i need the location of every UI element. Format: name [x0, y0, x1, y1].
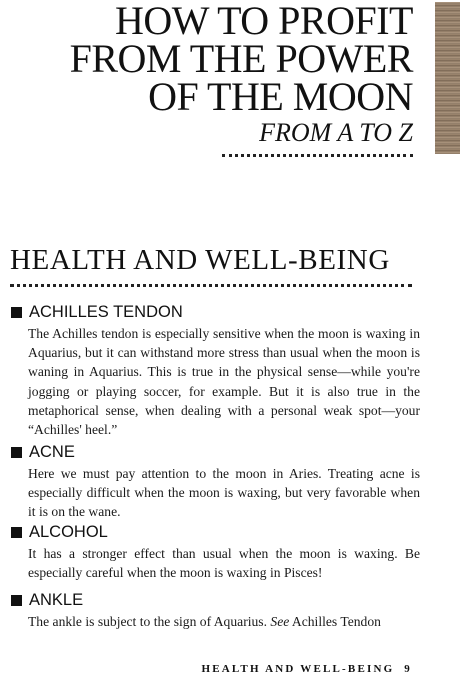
chapter-title-line-1: HOW TO PROFIT: [115, 0, 413, 43]
entry-term: ALCOHOL: [29, 522, 108, 541]
bullet-square-icon: [11, 447, 22, 458]
entry-term: ACHILLES TENDON: [29, 302, 183, 321]
bullet-square-icon: [11, 307, 22, 318]
cross-reference: Achilles Tendon: [289, 614, 381, 629]
entry-term: ANKLE: [29, 590, 84, 609]
chapter-title-line-3: OF THE MOON: [148, 74, 413, 119]
entry-ankle: [10, 588, 420, 631]
entry-alcohol: [10, 520, 420, 582]
entry-text: Here we must pay attention to the moon in Aries. Treating acne is especially difficult when the moon is waxing, but very favorable when it is on the wane.: [28, 466, 420, 520]
dotted-rule-title: [222, 154, 413, 157]
entry-achilles-tendon: [10, 300, 420, 439]
dotted-rule-section: [10, 284, 412, 287]
running-head: HEALTH AND WELL-BEING: [201, 663, 395, 675]
entry-text: [28, 612, 420, 631]
see-reference-label: See: [270, 614, 290, 629]
page-edge-tab: [435, 2, 460, 154]
chapter-title: [20, 0, 413, 119]
page-footer: [150, 663, 412, 675]
bullet-square-icon: [11, 527, 22, 538]
chapter-subtitle: FROM A TO Z: [259, 118, 413, 147]
page-number: 9: [404, 663, 412, 675]
entry-term: ACNE: [29, 442, 75, 461]
entry-text: It has a stronger effect than usual when the moon is waxing. Be especially careful when the moon is waxing in Pisces!: [28, 546, 420, 581]
entry-acne: [10, 440, 420, 522]
chapter-title-line-2: FROM THE POWER: [69, 36, 413, 81]
entry-text: The Achilles tendon is especially sensitive when the moon is waxing in Aquarius, but it can withstand more stress than usual when the moon is waning in Aquarius. This is true in the physical sense—while you're jogging or playing soccer, for example. But it is also true in the metaphorical sense, when dealing with a personal weak spot—your “Achilles' heel.”: [28, 326, 420, 438]
bullet-square-icon: [11, 595, 22, 606]
entry-text-before: The ankle is subject to the sign of Aquarius.: [28, 614, 271, 629]
section-title: HEALTH AND WELL-BEING: [10, 244, 390, 276]
